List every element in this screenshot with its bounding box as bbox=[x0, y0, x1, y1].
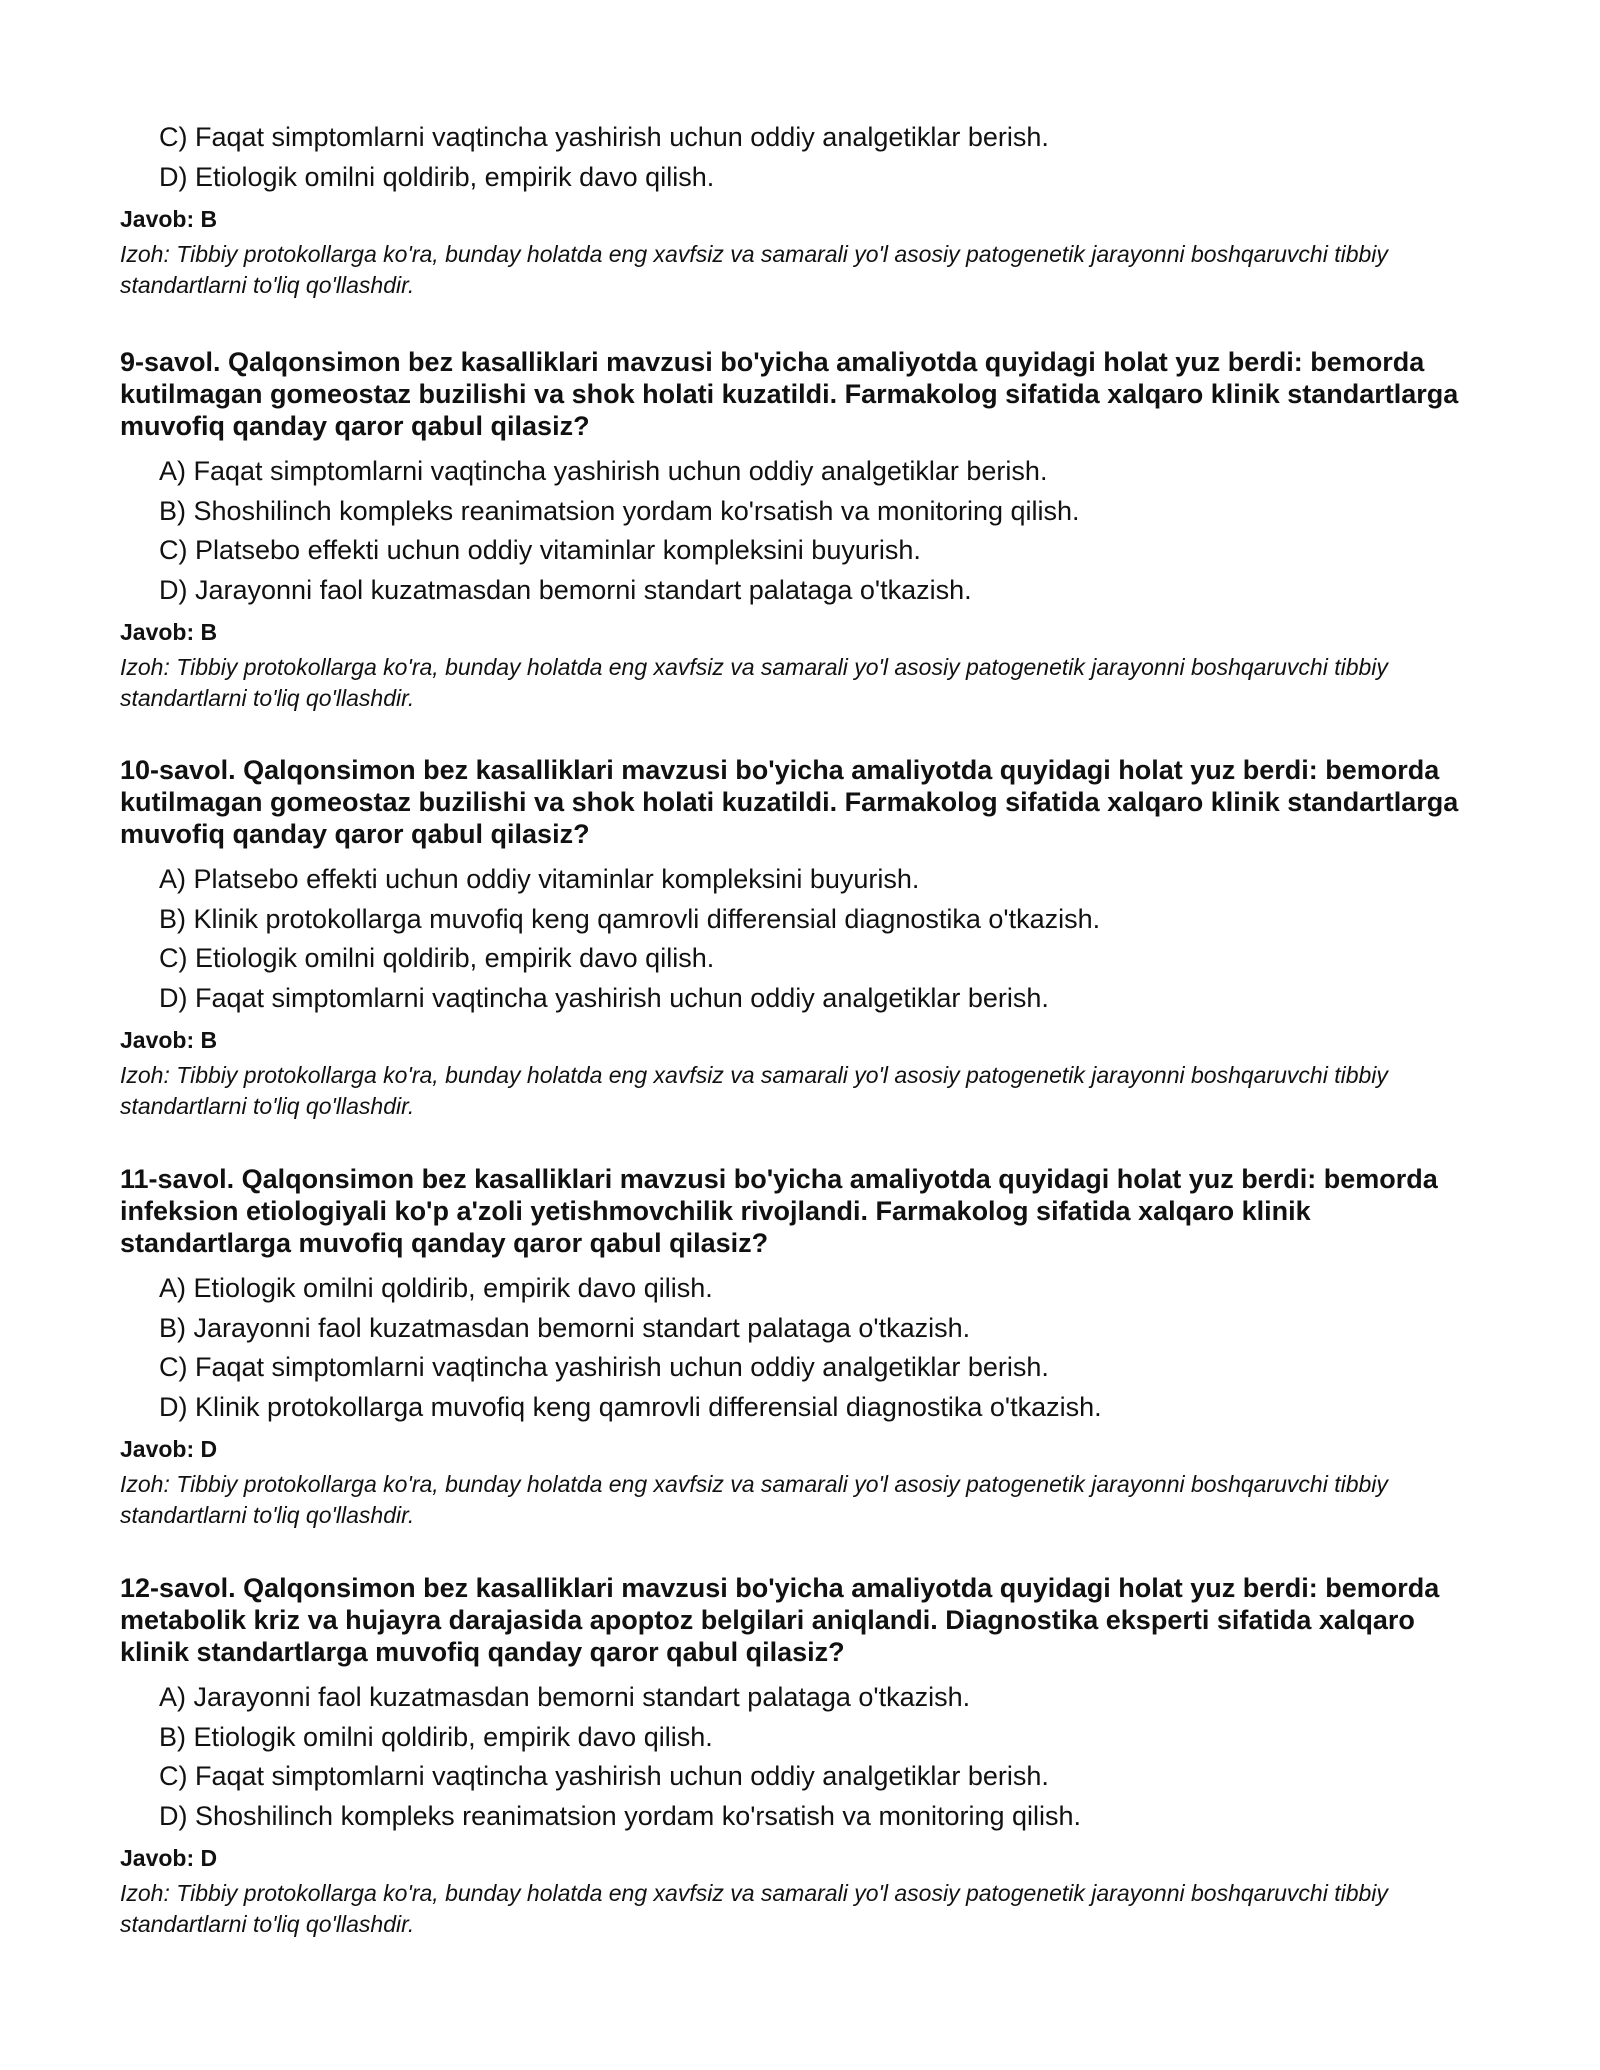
option-b: B) Jarayonni faol kuzatmasdan bemorni standart palataga o'tkazish. bbox=[159, 1312, 971, 1343]
question-title: 10-savol. Qalqonsimon bez kasalliklari mavzusi bo'yicha amaliyotda quyidagi holat yuz berdi: bemorda kutilmagan gomeostaz buzilishi va shok holati kuzatildi. Farmakolog sifatida xalqaro klinik standartlarga muvofiq qanday qaror qabul qilasiz? bbox=[120, 755, 1459, 849]
option-list bbox=[0, 1678, 1600, 1836]
option-c: C) Faqat simptomlarni vaqtincha yashirish uchun oddiy analgetiklar berish. bbox=[159, 122, 1049, 152]
option-a: A) Etiologik omilni qoldirib, empirik davo qilish. bbox=[159, 1273, 713, 1303]
option-d: D) Etiologik omilni qoldirib, empirik davo qilish. bbox=[159, 161, 715, 192]
answer-label: Javob: B bbox=[120, 619, 218, 645]
option-list bbox=[0, 860, 1600, 1018]
question-block-11 bbox=[0, 1163, 1600, 1531]
option-list bbox=[0, 452, 1600, 610]
option-c: C) Etiologik omilni qoldirib, empirik davo qilish. bbox=[159, 943, 715, 973]
question-block-9 bbox=[0, 346, 1600, 714]
option-d: D) Jarayonni faol kuzatmasdan bemorni standart palataga o'tkazish. bbox=[159, 574, 972, 605]
option-b: B) Shoshilinch kompleks reanimatsion yordam ko'rsatish va monitoring qilish. bbox=[159, 495, 1080, 526]
answer-label: Javob: D bbox=[120, 1436, 218, 1462]
explanation-note: Izoh: Tibbiy protokollarga ko'ra, bunday holatda eng xavfsiz va samarali yo'l asosiy patogenetik jarayonni boshqaruvchi tibbiy standartlarni to'liq qo'llashdir. bbox=[120, 241, 1388, 298]
previous-question-continuation bbox=[0, 118, 1600, 301]
option-c: C) Faqat simptomlarni vaqtincha yashirish uchun oddiy analgetiklar berish. bbox=[159, 1352, 1049, 1382]
option-c: C) Platsebo effekti uchun oddiy vitaminlar kompleksini buyurish. bbox=[159, 535, 921, 565]
explanation-note: Izoh: Tibbiy protokollarga ko'ra, bunday holatda eng xavfsiz va samarali yo'l asosiy patogenetik jarayonni boshqaruvchi tibbiy standartlarni to'liq qo'llashdir. bbox=[120, 1471, 1388, 1528]
option-d: D) Faqat simptomlarni vaqtincha yashirish uchun oddiy analgetiklar berish. bbox=[159, 982, 1049, 1013]
explanation-note: Izoh: Tibbiy protokollarga ko'ra, bunday holatda eng xavfsiz va samarali yo'l asosiy patogenetik jarayonni boshqaruvchi tibbiy standartlarni to'liq qo'llashdir. bbox=[120, 1062, 1388, 1119]
option-a: A) Jarayonni faol kuzatmasdan bemorni standart palataga o'tkazish. bbox=[159, 1682, 971, 1712]
option-list bbox=[0, 118, 1600, 197]
option-b: B) Etiologik omilni qoldirib, empirik davo qilish. bbox=[159, 1721, 713, 1752]
option-list bbox=[0, 1269, 1600, 1427]
option-c: C) Faqat simptomlarni vaqtincha yashirish uchun oddiy analgetiklar berish. bbox=[159, 1761, 1049, 1791]
option-a: A) Faqat simptomlarni vaqtincha yashirish uchun oddiy analgetiklar berish. bbox=[159, 456, 1048, 486]
option-a: A) Platsebo effekti uchun oddiy vitaminlar kompleksini buyurish. bbox=[159, 864, 920, 894]
question-title: 12-savol. Qalqonsimon bez kasalliklari mavzusi bo'yicha amaliyotda quyidagi holat yuz berdi: bemorda metabolik kriz va hujayra darajasida apoptoz belgilari aniqlandi. Diagnostika eksperti sifatida xalqaro klinik standartlarga muvofiq qanday qaror qabul qilasiz? bbox=[120, 1573, 1440, 1667]
explanation-note: Izoh: Tibbiy protokollarga ko'ra, bunday holatda eng xavfsiz va samarali yo'l asosiy patogenetik jarayonni boshqaruvchi tibbiy standartlarni to'liq qo'llashdir. bbox=[120, 1880, 1388, 1937]
question-block-12 bbox=[0, 1572, 1600, 1940]
answer-label: Javob: D bbox=[120, 1845, 218, 1871]
option-d: D) Shoshilinch kompleks reanimatsion yordam ko'rsatish va monitoring qilish. bbox=[159, 1800, 1082, 1831]
question-block-10 bbox=[0, 754, 1600, 1122]
answer-label: Javob: B bbox=[120, 206, 218, 232]
explanation-note: Izoh: Tibbiy protokollarga ko'ra, bunday holatda eng xavfsiz va samarali yo'l asosiy patogenetik jarayonni boshqaruvchi tibbiy standartlarni to'liq qo'llashdir. bbox=[120, 654, 1388, 711]
answer-label: Javob: B bbox=[120, 1027, 218, 1053]
question-title: 9-savol. Qalqonsimon bez kasalliklari mavzusi bo'yicha amaliyotda quyidagi holat yuz berdi: bemorda kutilmagan gomeostaz buzilishi va shok holati kuzatildi. Farmakolog sifatida xalqaro klinik standartlarga muvofiq qanday qaror qabul qilasiz? bbox=[120, 347, 1459, 441]
question-title: 11-savol. Qalqonsimon bez kasalliklari mavzusi bo'yicha amaliyotda quyidagi holat yuz berdi: bemorda infeksion etiologiyali ko'p a'zoli yetishmovchilik rivojlandi. Farmakolog sifatida xalqaro klinik standartlarga muvofiq qanday qaror qabul qilasiz? bbox=[120, 1164, 1438, 1258]
option-b: B) Klinik protokollarga muvofiq keng qamrovli differensial diagnostika o'tkazish. bbox=[159, 903, 1101, 934]
option-d: D) Klinik protokollarga muvofiq keng qamrovli differensial diagnostika o'tkazish. bbox=[159, 1391, 1102, 1422]
